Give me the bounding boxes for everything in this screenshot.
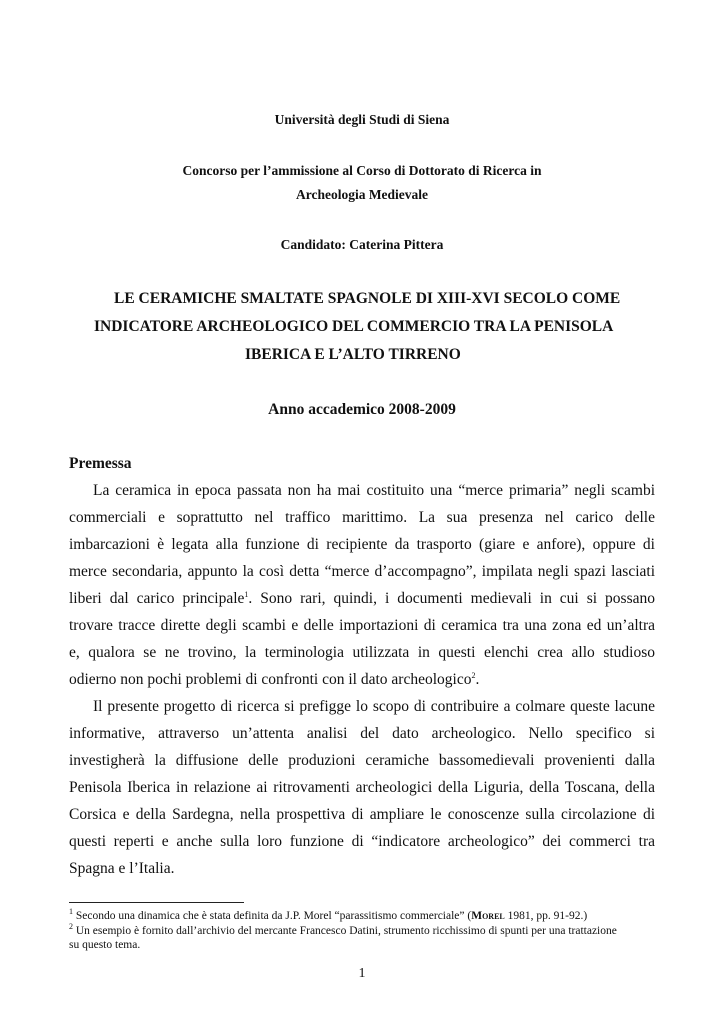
paragraph-line: Corsica e della Sardegna, nella prospettiva di ampliare le conoscenze sulla circolazione di — [69, 806, 655, 823]
paragraph-line: trovare tracce dirette degli scambi e delle importazioni di ceramica tra una zona ed un’altra — [69, 617, 655, 634]
paragraph-line: Il presente progetto di ricerca si prefigge lo scopo di contribuire a colmare queste lacune — [93, 698, 655, 715]
paragraph-line: informative, attraverso un’attenta analisi del dato archeologico. Nello specifico si — [69, 725, 655, 742]
footnote-2 — [69, 924, 659, 938]
footnote-2-text: Un esempio è fornito dall’archivio del mercante Francesco Datini, strumento ricchissimo di spunti per una trattazione — [73, 925, 617, 937]
paragraph-line-with-footnote-ref — [69, 588, 655, 610]
footnote-1-author: Morel — [471, 910, 505, 922]
footnote-separator — [69, 902, 244, 903]
paragraph-line: imbarcazioni è legata alla funzione di recipiente da trasporto (giare e anfore), oppure di — [69, 536, 655, 553]
paragraph-line: Spagna e l’Italia. — [69, 860, 175, 877]
footnote-2-continuation: su questo tema. — [69, 939, 141, 951]
section-heading: Premessa — [69, 455, 132, 472]
line-suffix: Sono rari, quindi, i documenti medievali in cui si possano — [260, 590, 655, 607]
footnote-ref-2[interactable]: 2 — [471, 670, 476, 680]
paragraph-line: merce secondaria, appunto la così detta “merce d’accompagno”, impilata negli spazi lasciati — [69, 563, 655, 580]
paragraph-line: La ceramica in epoca passata non ha mai costituito una “merce primaria” negli scambi — [93, 482, 655, 499]
footnote-mark-2: 2 — [69, 922, 73, 932]
title-line-2: INDICATORE ARCHEOLOGICO DEL COMMERCIO TRA LA PENISOLA — [94, 318, 614, 335]
paragraph-line: commerciali e soprattutto nel traffico marittimo. La sua presenza nel carico delle — [69, 509, 655, 526]
footnote-ref-1[interactable]: 1 — [244, 589, 249, 599]
footnote-1-text-end: 1981, pp. 91-92.) — [504, 910, 588, 922]
title-line-1: LE CERAMICHE SMALTATE SPAGNOLE DI XIII-XVI SECOLO COME — [114, 290, 621, 307]
academic-year: Anno accademico 2008-2009 — [268, 401, 456, 418]
paragraph-line: investigherà la diffusione delle produzioni ceramiche bassomedievali provenienti dalla — [69, 752, 655, 769]
footnote-1-text: Secondo una dinamica che è stata definita da J.P. Morel “parassitismo commerciale” ( — [73, 910, 472, 922]
paragraph-line: questi reperti e anche sulla loro funzione di “indicatore archeologico” dei commerci tra — [69, 833, 655, 850]
contest-line-1: Concorso per l’ammissione al Corso di Dottorato di Ricerca in — [182, 163, 542, 178]
footnote-1 — [69, 909, 659, 923]
candidate-name: Candidato: Caterina Pittera — [280, 237, 444, 252]
paragraph-line: Penisola Iberica in relazione ai ritrovamenti archeologici della Liguria, della Toscana, della — [69, 779, 655, 796]
university-name: Università degli Studi di Siena — [274, 112, 450, 127]
contest-line-2: Archeologia Medievale — [295, 187, 429, 202]
line-text: odierno non pochi problemi di confronti con il dato archeologico — [69, 671, 472, 688]
footnote-mark-1: 1 — [69, 907, 73, 917]
punctuation: . — [475, 671, 480, 688]
page-number: 1 — [358, 966, 366, 981]
title-line-3: IBERICA E L’ALTO TIRRENO — [245, 346, 461, 363]
line-prefix: liberi dal carico principale — [69, 590, 245, 607]
punctuation: . — [248, 590, 253, 607]
paragraph-line: e, qualora se ne trovino, la terminologia utilizzata in questi elenchi crea allo studioso — [69, 644, 655, 661]
paragraph-line-with-footnote-ref — [69, 669, 655, 691]
